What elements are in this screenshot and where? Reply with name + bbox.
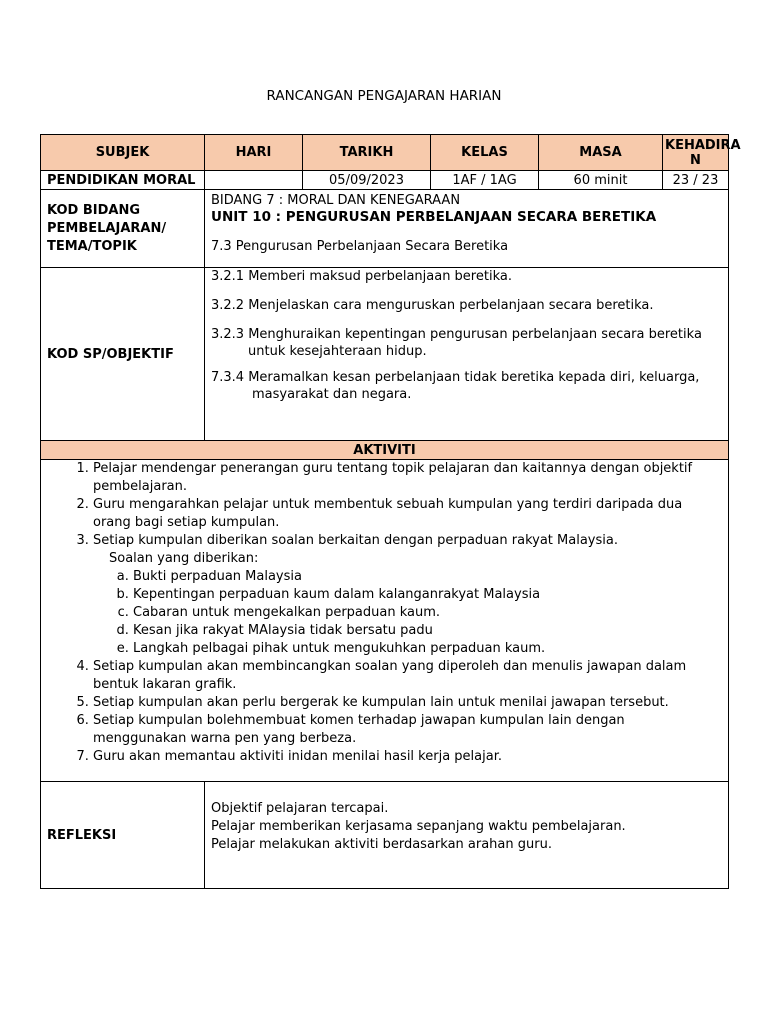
soalan-item: d. Kesan jika rakyat MAlaysia tidak bersatu padu [133,622,720,640]
aktiviti-header: AKTIVITI [41,441,729,460]
list-item: 1. Pelajar mendengar penerangan guru tentang topik pelajaran dan kaitannya dengan objektif pembelajaran. [93,460,720,496]
soalan-item: c. Cabaran untuk mengekalkan perpaduan kaum. [133,604,720,622]
label-refleksi: REFLEKSI [41,782,205,889]
objektif-item: 3.2.2 Menjelaskan cara menguruskan perbelanjaan secara beretika. [211,298,654,313]
label-objektif: KOD SP/OBJEKTIF [41,268,205,441]
refleksi-line: Pelajar melakukan aktiviti berdasarkan arahan guru. [211,837,552,852]
header-hari: HARI [205,135,303,171]
list-item-text: Setiap kumpulan diberikan soalan berkaitan dengan perpaduan rakyat Malaysia. [93,533,618,548]
header-masa: MASA [539,135,663,171]
aktiviti-content [41,460,729,782]
header-kehadiran: KEHADIRA N [663,135,729,171]
value-subjek: PENDIDIKAN MORAL [41,171,205,190]
soalan-intro: Soalan yang diberikan: [109,551,259,566]
soalan-list [41,568,720,658]
header-tarikh: TARIKH [303,135,431,171]
lesson-plan-table [40,134,741,889]
refleksi-content [205,782,729,889]
value-kehadiran: 23 / 23 [663,171,729,190]
header-subjek: SUBJEK [41,135,205,171]
soalan-item: b. Kepentingan perpaduan kaum dalam kalanganrakyat Malaysia [133,586,720,604]
list-item [93,532,720,568]
page-title: RANCANGAN PENGAJARAN HARIAN [266,88,502,104]
kod-bidang-content [205,190,729,268]
objektif-item: 3.2.1 Memberi maksud perbelanjaan beretika. [211,269,512,284]
value-masa: 60 minit [539,171,663,190]
refleksi-line: Objektif pelajaran tercapai. [211,801,389,816]
value-kelas: 1AF / 1AG [431,171,539,190]
unit-text: UNIT 10 : PENGURUSAN PERBELANJAAN SECARA BERETIKA [211,209,657,225]
header-kelas: KELAS [431,135,539,171]
bidang-text: BIDANG 7 : MORAL DAN KENEGARAAN [211,193,461,208]
list-item: 4. Setiap kumpulan akan membincangkan soalan yang diperoleh dan menulis jawapan dalam bentuk lakaran grafik. [93,658,720,694]
aktiviti-list-continued [41,658,720,766]
objektif-item-cont: masyarakat dan negara. [252,387,412,402]
list-item: 6. Setiap kumpulan bolehmembuat komen terhadap jawapan kumpulan lain dengan menggunakan warna pen yang berbeza. [93,712,720,748]
topik-text: 7.3 Pengurusan Perbelanjaan Secara Beretika [211,239,509,254]
objektif-content [205,268,729,441]
objektif-item-cont: untuk kesejahteraan hidup. [248,344,427,359]
value-hari [205,171,303,190]
soalan-item: e. Langkah pelbagai pihak untuk mengukuhkan perpaduan kaum. [133,640,720,658]
objektif-item: 7.3.4 Meramalkan kesan perbelanjaan tidak beretika kepada diri, keluarga, [211,370,700,385]
list-item: 2. Guru mengarahkan pelajar untuk membentuk sebuah kumpulan yang terdiri daripada dua orang bagi setiap kumpulan. [93,496,720,532]
soalan-item: a. Bukti perpaduan Malaysia [133,568,720,586]
objektif-item: 3.2.3 Menghuraikan kepentingan pengurusan perbelanjaan secara beretika [211,327,702,342]
value-tarikh: 05/09/2023 [303,171,431,190]
list-item: 5. Setiap kumpulan akan perlu bergerak ke kumpulan lain untuk menilai jawapan tersebut. [93,694,720,712]
list-item: 7. Guru akan memantau aktiviti inidan menilai hasil kerja pelajar. [93,748,720,766]
label-kod-bidang: KOD BIDANG PEMBELAJARAN/ TEMA/TOPIK [41,190,205,268]
refleksi-line: Pelajar memberikan kerjasama sepanjang waktu pembelajaran. [211,819,626,834]
aktiviti-list [41,460,720,568]
